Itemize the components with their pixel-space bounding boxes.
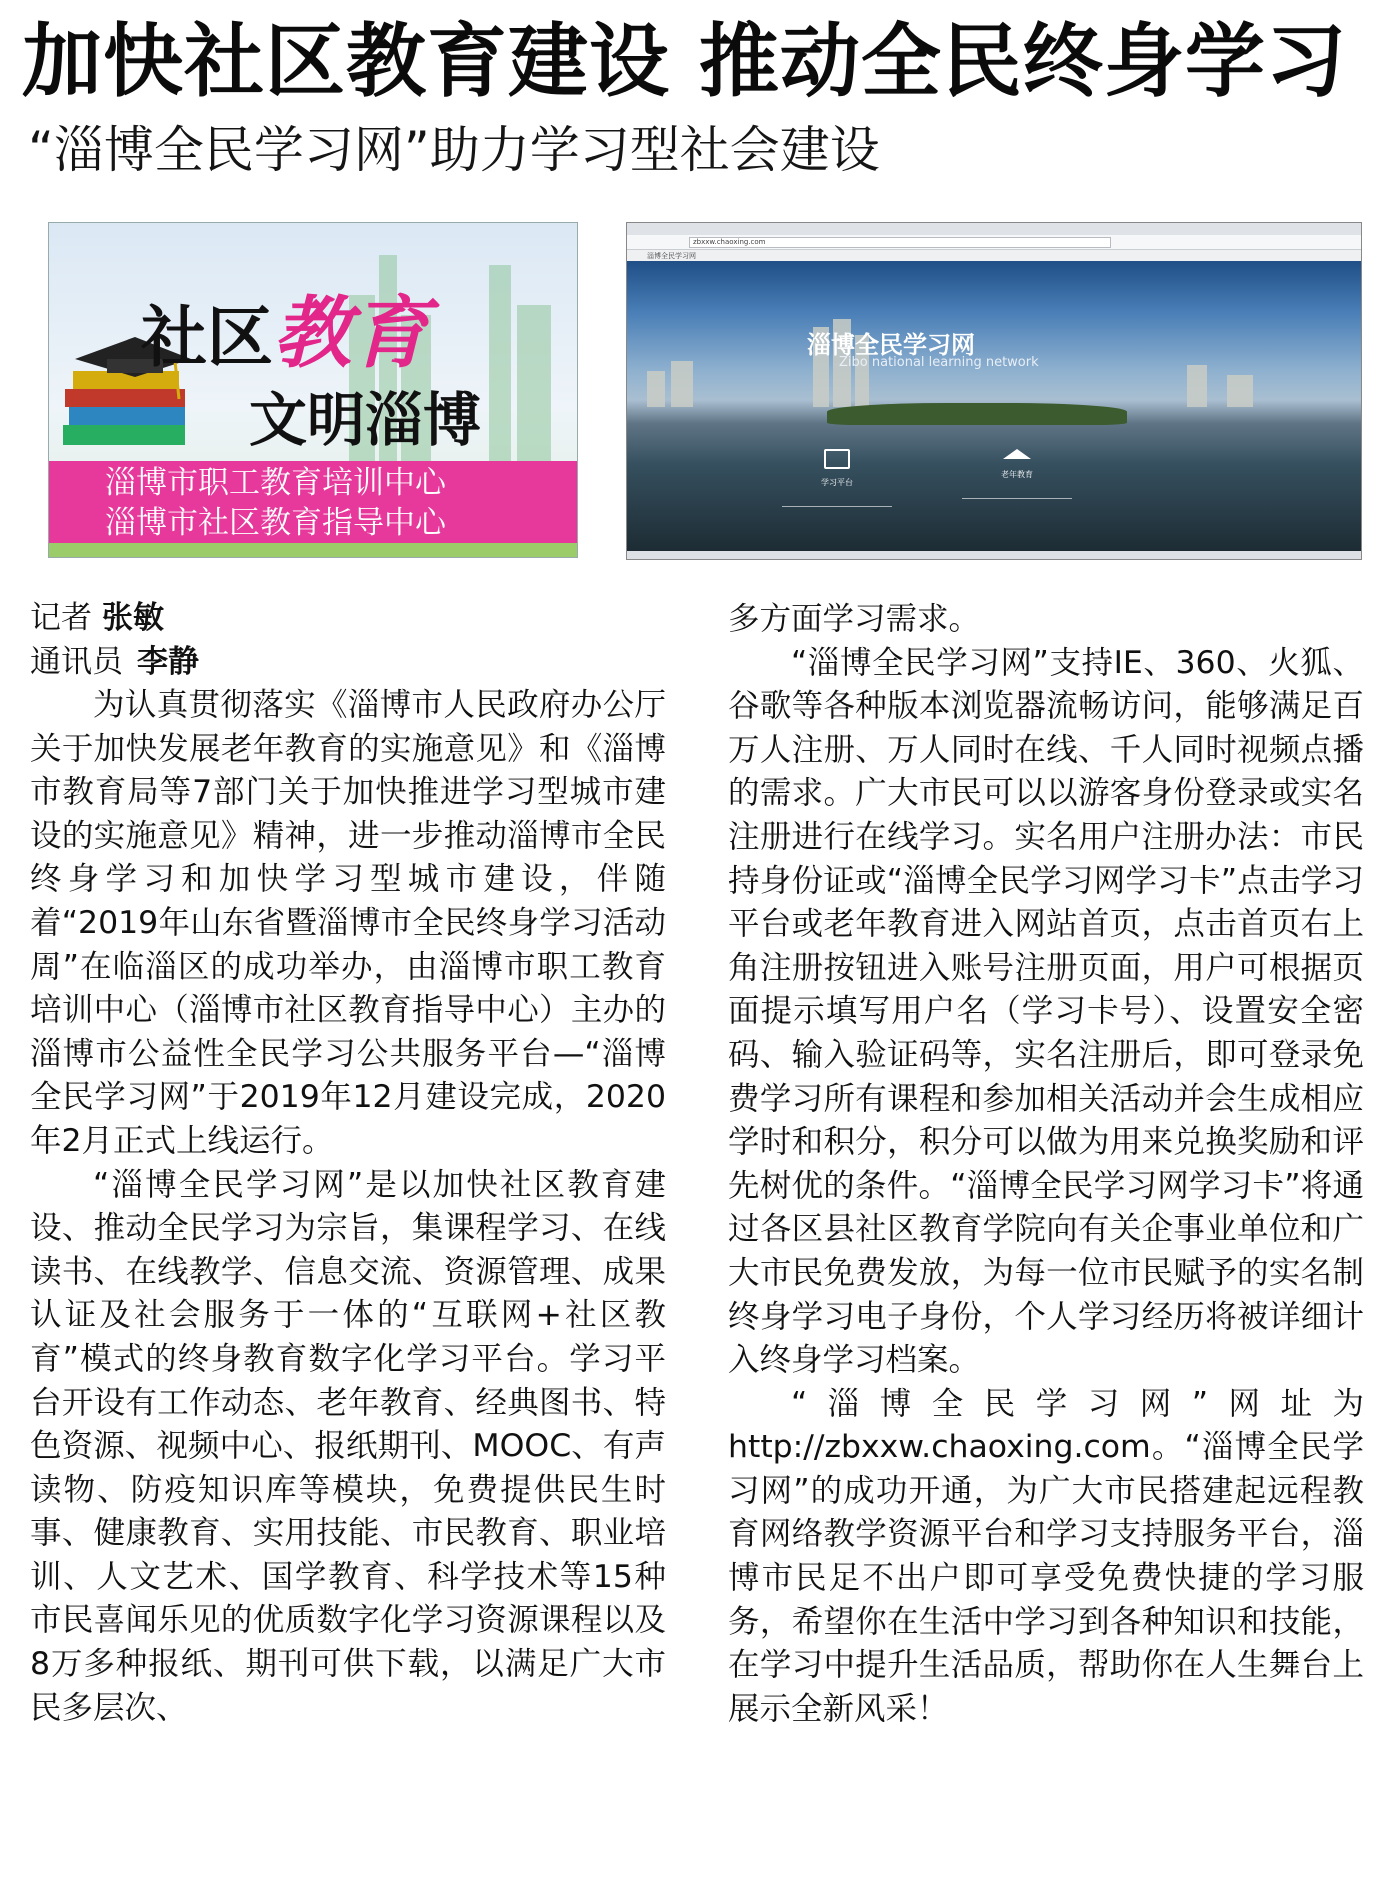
monitor-icon: [824, 449, 850, 469]
site-logo-en: Zibo national learning network: [839, 355, 1039, 370]
site-learning-platform-button: 学习平台: [777, 449, 897, 507]
site-logo: 淄博全民学习网: [807, 331, 975, 359]
poster-org-line1: 淄博市职工教育培训中心: [105, 465, 446, 501]
browser-address-bar: [627, 235, 1361, 250]
paragraph: 为认真贯彻落实《淄博市人民政府办公厅关于加快发展老年教育的实施意见》和《淄博市教育局等7部门关于加快推进学习型城市建设的实施意见》精神，进一步推动淄博市全民终身学习和加快学习型城市建设，伴随着“2019年山东省暨淄博市全民终身学习活动周”在临淄区的成功举办，由淄博市职工教育培训中心（淄博市社区教育指导中心）主办的淄博市公益性全民学习公共服务平台—“淄博全民学习网”于2019年12月建设完成，2020年2月正式上线运行。: [30, 687, 666, 1159]
poster-title-line2: 文明淄博: [249, 386, 482, 454]
article-column-right: [728, 598, 1364, 1731]
poster-image: [48, 222, 578, 558]
browser-tab: 淄博全民学习网: [627, 250, 1361, 262]
site-elder-education-button: 老年教育: [957, 449, 1077, 499]
paragraph: 多方面学习需求。: [728, 601, 981, 637]
paragraph: “淄博全民学习网”是以加快社区教育建设、推动全民学习为宗旨，集课程学习、在线读书、在线教学、信息交流、资源管理、成果认证及社会服务于一体的“互联网+社区教育”模式的终身教育数字化学习平台。学习平台开设有工作动态、老年教育、经典图书、特色资源、视频中心、报纸期刊、MOOC、有声读物、防疫知识库等模块，免费提供民生时事、健康教育、实用技能、市民教育、职业培训、人文艺术、国学教育、科学技术等15种市民喜闻乐见的优质数字化学习资源课程以及8万多种报纸、期刊可供下载，以满足广大市民多层次、: [30, 1166, 666, 1726]
poster-org-line2: 淄博市社区教育指导中心: [105, 505, 446, 541]
reporter-line: 记者 张敏: [30, 600, 164, 636]
paragraph: “淄博全民学习网”支持IE、360、火狐、谷歌等各种版本浏览器流畅访问，能够满足百万人注册、万人同时在线、千人同时视频点播的需求。广大市民可以以游客身份登录或实名注册进行在线学习。实名用户注册办法：市民持身份证或“淄博全民学习网学习卡”点击学习平台或老年教育进入网站首页，点击首页右上角注册按钮进入账号注册页面，用户可根据页面提示填写用户名（学习卡号）、设置安全密码、输入验证码等，实名注册后，即可登录免费学习所有课程和参加相关活动并会生成相应学时和积分，积分可以做为用来兑换奖励和评先树优的条件。“淄博全民学习网学习卡”将通过各区县社区教育学院向有关企事业单位和广大市民免费发放，为每一位市民赋予的实名制终身学习电子身份，个人学习经历将被详细计入终身学习档案。: [728, 644, 1364, 1379]
website-screenshot-image: [626, 222, 1362, 560]
paragraph: “淄博全民学习网”网址为http://zbxxw.chaoxing.com。“淄博全民学习网”的成功开通，为广大市民搭建起远程教育网络教学资源平台和学习支持服务平台，淄博市民足不出户即可享受免费快捷的学习服务，希望你在生活中学习到各种知识和技能，在学习中提升生活品质，帮助你在人生舞台上展示全新风采！: [728, 1385, 1364, 1727]
subheadline: “淄博全民学习网”助力学习型社会建设: [28, 121, 880, 179]
address-text: zbxxw.chaoxing.com: [693, 238, 766, 246]
headline: 加快社区教育建设 推动全民终身学习: [22, 15, 1347, 108]
graduation-cap-icon: [1003, 449, 1031, 459]
poster-org-band: [49, 461, 577, 543]
byline: [30, 596, 199, 684]
correspondent-line: 通讯员 李静: [30, 644, 199, 680]
article-column-left: [30, 684, 666, 1730]
browser-titlebar: [627, 223, 1361, 235]
poster-title-line1: 社区教育: [141, 289, 430, 379]
site-hero: [627, 261, 1361, 551]
